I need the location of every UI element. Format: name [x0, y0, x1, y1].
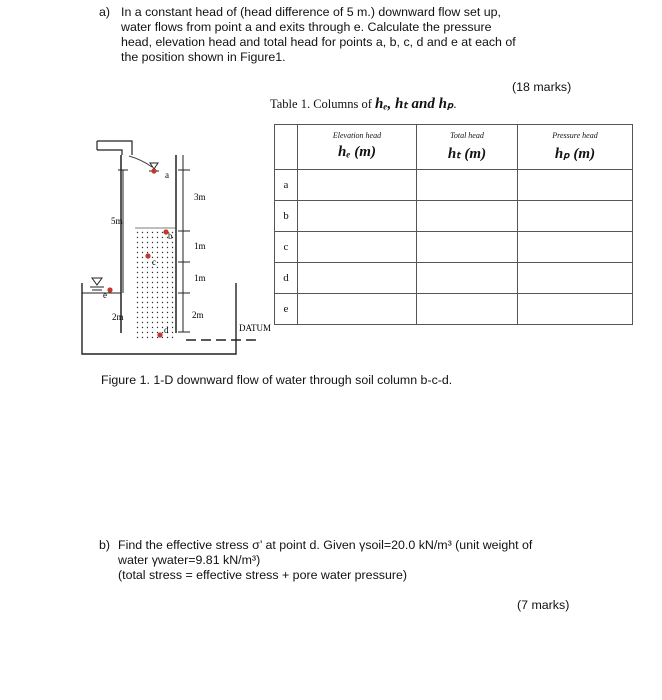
table-row-label-e: e [275, 294, 298, 325]
point-a [151, 168, 169, 180]
question-a-label: a) [99, 5, 111, 19]
question-b-label: b) [99, 538, 111, 552]
water-level-symbol-outer [90, 278, 104, 290]
label-1m-bottom: 1m [194, 273, 206, 283]
table-row-label-b: b [275, 201, 298, 232]
question-b-line2: water γwater=9.81 kN/m³) [118, 553, 261, 567]
label-datum: DATUM [239, 323, 272, 333]
water-stream [129, 156, 152, 167]
header-elevation-big: hₑ (m) [338, 144, 376, 160]
table-title-text: Table 1. Columns of [270, 97, 372, 111]
table-row-label-a: a [275, 170, 298, 201]
question-b [99, 538, 579, 583]
label-point-b: b [168, 231, 173, 241]
label-5m: 5m [111, 216, 123, 226]
inflow-pipe [97, 141, 132, 155]
question-a-marks: (18 marks) [512, 80, 572, 94]
header-total-big: hₜ (m) [447, 146, 487, 162]
table-title-end: . [453, 97, 457, 111]
label-point-a: a [165, 170, 169, 180]
label-point-d: d [164, 325, 169, 335]
figure-caption: Figure 1. 1-D downward flow of water through soil column b-c-d. [101, 373, 453, 387]
label-3m: 3m [194, 192, 206, 202]
question-b-line3: (total stress = effective stress + pore water pressure) [118, 568, 408, 582]
label-point-c: c [152, 257, 156, 267]
label-2m-right: 2m [192, 310, 204, 320]
point-e [103, 287, 113, 300]
table-title-symbols: hₑ, hₜ and hₚ [375, 96, 454, 112]
header-elevation-small: Elevation head [332, 131, 382, 140]
header-total-small: Total head [450, 131, 484, 140]
question-a-line3: head, elevation head and total head for points a, b, c, d and e at each of [121, 35, 516, 49]
soil-column [135, 228, 176, 340]
label-point-e: e [103, 290, 107, 300]
label-2m-left: 2m [112, 312, 124, 322]
question-a-line4: the position shown in Figure1. [121, 50, 286, 64]
question-a-line1: In a constant head of (head difference of 5 m.) downward flow set up, [121, 5, 501, 19]
header-pressure-small: Pressure head [552, 131, 598, 140]
table-row-label-d: d [275, 263, 298, 294]
question-a-line2: water flows from point a and exits through e. Calculate the pressure [121, 20, 492, 34]
dimension-5m [118, 170, 128, 293]
header-pressure-big: hₚ (m) [554, 146, 596, 162]
table-row-label-c: c [275, 232, 298, 263]
inner-dimension-lines [178, 155, 190, 332]
question-b-marks: (7 marks) [517, 598, 570, 612]
label-1m-top: 1m [194, 241, 206, 251]
question-b-line1: Find the effective stress σ’ at point d. Given γsoil=20.0 kN/m³ (unit weight of [118, 538, 533, 552]
